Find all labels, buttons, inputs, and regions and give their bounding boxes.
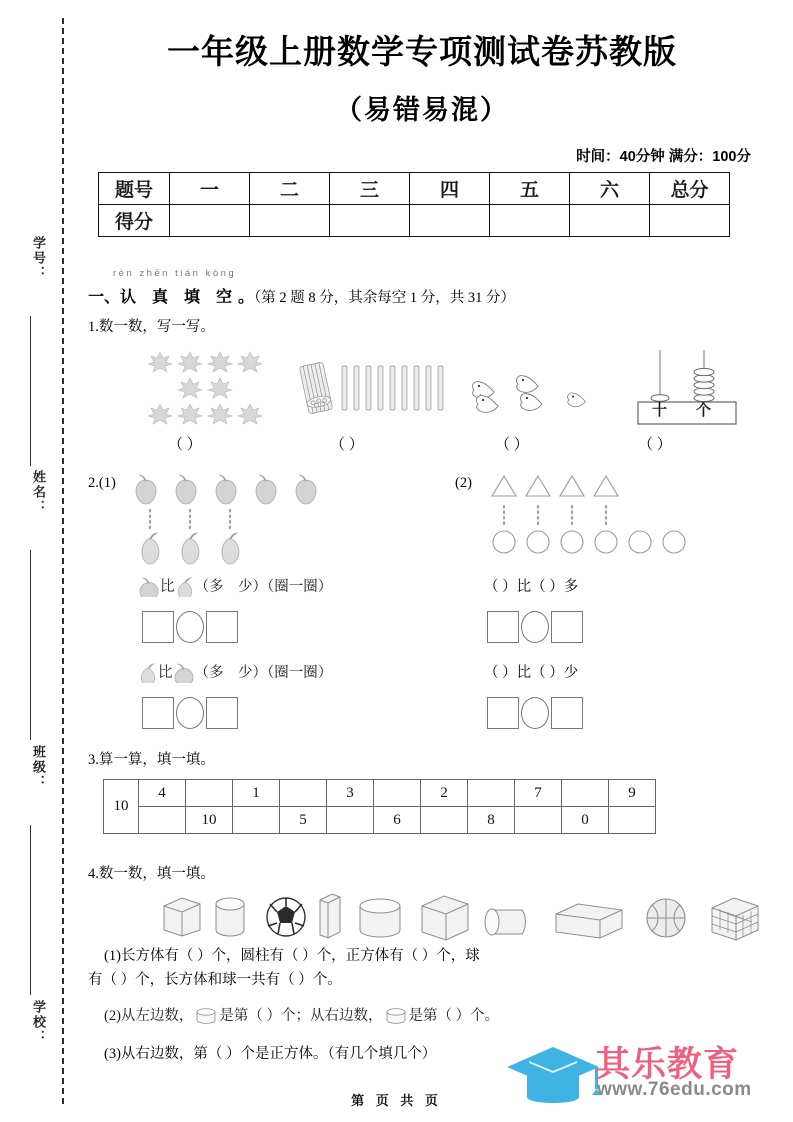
score-cell-4[interactable] [410, 205, 490, 237]
q4-sub2-line [104, 1004, 784, 1028]
q4-text: 数一数，填一填。 [98, 866, 215, 882]
q4-shapes-row [160, 890, 760, 940]
q1-blank-2[interactable]: （ ） [330, 437, 364, 453]
score-cell-5[interactable] [490, 205, 570, 237]
cylinder-icon-2 [383, 1007, 409, 1025]
score-header-5: 五 [490, 173, 570, 205]
page-subtitle: （易错易混） [335, 95, 509, 125]
apple-icon [138, 577, 160, 597]
decomp-bottom-3[interactable]: 5 [280, 807, 327, 834]
q4-sub3-line[interactable]: (3)从右边数，第（ ）个是正方体。（有几个填几个） [104, 1046, 437, 1062]
q4-sub1-line-a[interactable]: (1)长方体有（ ）个，圆柱有（ ）个，正方体有（ ）个，球 [104, 948, 480, 964]
q1-group-abacus [632, 348, 742, 428]
shape-cylinder-1 [216, 898, 244, 936]
q2-answer-circle-1[interactable] [176, 611, 204, 643]
q1-group-maple-leaves [148, 350, 278, 430]
pear-icon-2 [138, 663, 158, 683]
shape-cuboid-wide [556, 904, 622, 938]
decomp-top-10[interactable]: 9 [609, 780, 656, 807]
q2-answer-box-2b[interactable] [206, 697, 238, 729]
decomp-top-6[interactable]: 2 [421, 780, 468, 807]
q2-compare-word-1: 比 [160, 579, 175, 595]
shape-cuboid-1 [164, 898, 200, 936]
score-row-label: 得分 [99, 205, 170, 237]
decomp-top-5[interactable] [374, 780, 421, 807]
margin-label-student-name: 姓名： [31, 470, 46, 515]
q2-compare-line-1 [138, 575, 398, 597]
score-header-4: 四 [410, 173, 490, 205]
score-header-3: 三 [330, 173, 410, 205]
q2-answer-box-4a[interactable] [487, 697, 519, 729]
q2-compare-line-2 [138, 661, 398, 683]
section-one-period: 。 [238, 289, 255, 306]
q1-blank-1[interactable]: （ ） [168, 437, 202, 453]
decomp-top-7[interactable] [468, 780, 515, 807]
q3-label: 3. [88, 752, 99, 768]
decomp-bottom-4[interactable] [327, 807, 374, 834]
score-cell-2[interactable] [250, 205, 330, 237]
q2-answer-box-1a[interactable] [142, 611, 174, 643]
decomp-top-4[interactable]: 3 [327, 780, 374, 807]
abacus-label-ones: 个 [696, 403, 712, 419]
decomp-bottom-8[interactable] [515, 807, 562, 834]
q2-compare-tail-2: （多 少）（圈一圈） [194, 665, 333, 681]
decomp-bottom-7[interactable]: 8 [468, 807, 515, 834]
pear-icon [175, 577, 195, 597]
score-table-value-row [99, 205, 730, 237]
decomp-top-8[interactable]: 7 [515, 780, 562, 807]
score-header-label: 题号 [99, 173, 170, 205]
decomp-top-row [104, 780, 656, 807]
shape-cylinder-2 [360, 899, 400, 937]
shape-soccer-ball [267, 898, 305, 936]
score-cell-1[interactable] [170, 205, 250, 237]
q2-triangles-circles-group [490, 472, 690, 572]
score-table-header-row [99, 173, 730, 205]
q4-sub2-part-a: (2)从左边数， [104, 1008, 194, 1024]
exam-meta: 时间：40分钟 满分：100分 [576, 149, 751, 165]
q4-label: 4. [88, 866, 99, 882]
shape-rubiks-cube [712, 898, 758, 940]
q3-text: 算一算，填一填。 [98, 752, 215, 768]
apple-icon-2 [173, 663, 195, 683]
decomp-bottom-row [104, 807, 656, 834]
q2-answer-circle-3[interactable] [521, 611, 549, 643]
decomp-top-0[interactable]: 4 [139, 780, 186, 807]
q2-answer-box-2a[interactable] [142, 697, 174, 729]
shape-tall-cuboid [320, 894, 340, 938]
abacus-svg [632, 348, 742, 428]
q1-group-birds [468, 372, 608, 420]
score-header-total: 总分 [650, 173, 730, 205]
triangles-circles-svg [490, 472, 690, 572]
q2-part1-label: (1) [98, 475, 116, 491]
score-cell-3[interactable] [330, 205, 410, 237]
q2-answer-box-3b[interactable] [551, 611, 583, 643]
decomp-top-1[interactable] [186, 780, 233, 807]
q2-answer-circle-2[interactable] [176, 697, 204, 729]
score-cell-total[interactable] [650, 205, 730, 237]
abacus-label-tens: 十 [652, 403, 668, 419]
score-table [98, 172, 730, 237]
shape-basketball [647, 899, 685, 937]
decomp-bottom-9[interactable]: 0 [562, 807, 609, 834]
q2-answer-box-4b[interactable] [551, 697, 583, 729]
decomp-bottom-5[interactable]: 6 [374, 807, 421, 834]
q1-label: 1. [88, 319, 99, 335]
q4-sub2-part-b[interactable]: 是第（ ）个；从右边数， [219, 1008, 383, 1024]
section-one-number: 一、 [88, 289, 121, 306]
section-one-name: 认 真 填 空 [120, 289, 239, 306]
q4-sub2-part-c[interactable]: 是第（ ）个。 [408, 1008, 500, 1024]
decomp-top-3[interactable] [280, 780, 327, 807]
score-header-2: 二 [250, 173, 330, 205]
counting-sticks-svg [290, 362, 450, 417]
q1-group-counting-sticks [290, 362, 450, 417]
dashed-fold-line [62, 18, 64, 1104]
binding-margin [0, 0, 72, 1122]
q2-right-line-2[interactable]: （ ）比（ ）少 [484, 665, 579, 681]
q2-label: 2. [88, 475, 99, 491]
shape-cube [422, 896, 468, 940]
decomposition-table [103, 779, 656, 834]
q2-answer-circle-4[interactable] [521, 697, 549, 729]
section-one-pinyin: rèn zhēn tián kòng [113, 268, 237, 279]
q2-answer-box-3a[interactable] [487, 611, 519, 643]
birds-svg [468, 372, 608, 420]
margin-label-school: 学校： [31, 1000, 46, 1045]
decomp-top-9[interactable] [562, 780, 609, 807]
decomp-top-2[interactable]: 1 [233, 780, 280, 807]
watermark-url: www.76edu.com [597, 1079, 752, 1100]
margin-label-student-number: 学号： [31, 236, 46, 281]
margin-label-class: 班级： [31, 745, 46, 790]
apples-pears-svg [130, 470, 350, 575]
shape-horizontal-cylinder [485, 909, 525, 935]
cylinder-icon-1 [193, 1007, 219, 1025]
decomp-bottom-1[interactable]: 10 [186, 807, 233, 834]
maple-leaves-svg [148, 350, 278, 430]
margin-rule-1 [30, 316, 31, 466]
watermark-brand: 其乐教育 [595, 1045, 740, 1084]
decomp-lead-number: 10 [104, 780, 139, 834]
q2-apples-pears-group [130, 470, 350, 575]
decomp-bottom-10[interactable] [609, 807, 656, 834]
page-footer: 第 页 共 页 [351, 1093, 442, 1108]
page-title: 一年级上册数学专项测试卷苏教版 [167, 33, 677, 70]
score-header-1: 一 [170, 173, 250, 205]
q2-compare-word-2: 比 [158, 665, 173, 681]
score-cell-6[interactable] [570, 205, 650, 237]
section-one-points: （第 2 题 8 分，其余每空 1 分，共 31 分） [254, 290, 516, 306]
margin-rule-2 [30, 550, 31, 740]
decomp-bottom-2[interactable] [233, 807, 280, 834]
q1-blank-4[interactable]: （ ） [638, 437, 672, 453]
q2-right-line-1[interactable]: （ ）比（ ）多 [484, 579, 579, 595]
q1-text: 数一数，写一写。 [98, 319, 215, 335]
q2-compare-tail-1: （多 少）（圈一圈） [194, 579, 333, 595]
q4-sub1-line-b[interactable]: 有（ ）个，长方体和球一共有（ ）个。 [88, 972, 342, 988]
q2-answer-box-1b[interactable] [206, 611, 238, 643]
margin-rule-3 [30, 825, 31, 995]
score-header-6: 六 [570, 173, 650, 205]
q1-blank-3[interactable]: （ ） [495, 437, 529, 453]
decomp-bottom-6[interactable] [421, 807, 468, 834]
decomp-bottom-0[interactable] [139, 807, 186, 834]
q2-part2-label: (2) [455, 475, 472, 491]
solids-svg [160, 890, 760, 942]
